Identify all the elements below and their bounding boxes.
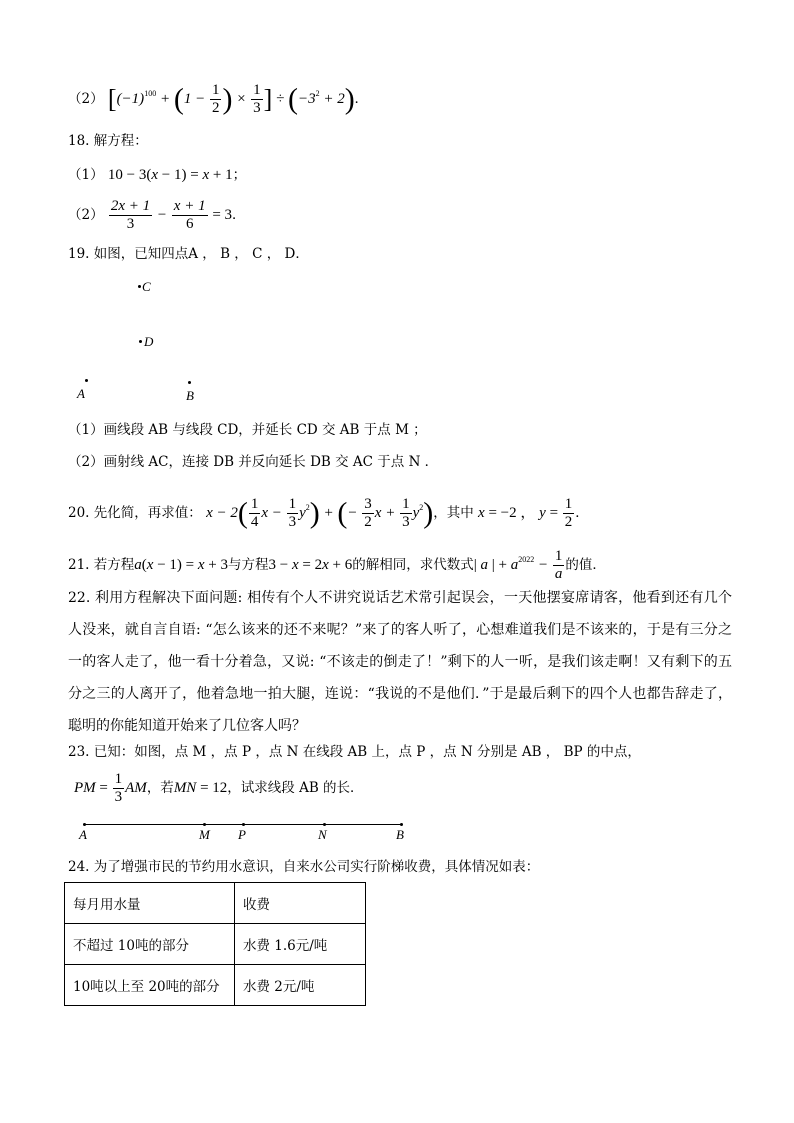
q20-values: x = −2 ， y = $\frac{1}{2}$	[478, 496, 573, 531]
segment-label-a: A	[79, 827, 87, 842]
q23-relation: PM = $\frac{1}{3}$ AM	[74, 771, 147, 806]
q18-part1	[68, 165, 734, 185]
q19-title: 19. 如图，已知四点A ， B ， C ， D．	[68, 246, 309, 262]
q20	[68, 486, 734, 530]
table-cell: 10吨以上至 20吨的部分	[65, 965, 235, 1006]
segment-point-m	[203, 823, 206, 826]
q21-tail: 的值．	[565, 557, 606, 573]
q20-prefix: 20. 先化简，再求值：	[68, 505, 202, 521]
q24-title: 24. 为了增强市民的节约用水意识，自来水公司实行阶梯收费，具体情况如表：	[68, 859, 540, 875]
q23-mid: ，若	[146, 780, 174, 796]
q18-part2-tail: ．	[232, 207, 246, 223]
point-a-label: A	[77, 386, 85, 401]
q19-task2: （2）画射线 AC，连接 DB 并反向延长 DB 交 AC 于点 N ．	[68, 454, 439, 470]
q17-expression: [$(-1)^{100} + (1$ − $\frac{1}{2}$ ) × $\frac{1}{3}$ ] ÷ $(-3^2 + 2)$.	[107, 82, 359, 117]
segment-label-n: N	[318, 827, 327, 842]
table-header-row	[65, 883, 366, 924]
q18-part2	[68, 195, 734, 235]
q21-equation2: 3 − x = 2x + 6	[268, 557, 353, 573]
point-d-dot	[139, 340, 142, 343]
q18-part2-label: （2）	[68, 207, 104, 223]
q19-task1: （1）画线段 AB 与线段 CD，并延长 CD 交 AB 于点 M ；	[68, 422, 427, 438]
point-a-dot	[85, 379, 88, 382]
q22-text: 22. 利用方程解决下面问题: 相传有个人不讲究说话艺术常引起误会，一天他摆宴席请客，他看到还有几个人没来，就自言自语: “怎么该来的还不来呢？”来了的客人听了，心想难道我们是不该来的，于是有三分之一的客人走了，他一看十分着急，又说: “不该走的倒走了！”剩下的人一听，是我们该走啊！又有剩下的五分之三的人离开了，他着急地一拍大腿，连说：“我说的不是他们．”于是最后剩下的四个人也都告辞走了，聪明的你能知道开始来了几位客人吗？	[68, 590, 732, 734]
table-cell: 水费 1.6元/吨	[235, 924, 366, 965]
segment-point-a	[83, 823, 86, 826]
q21-prefix: 21. 若方程	[68, 557, 135, 573]
table-cell: 水费 2元/吨	[235, 965, 366, 1006]
q20-tail: ．	[575, 505, 589, 521]
table-row	[65, 924, 366, 965]
water-fee-table	[64, 882, 366, 1006]
table-header-fee: 收费	[235, 883, 366, 924]
point-c-label: C	[142, 279, 151, 294]
q17-part2-label: （2）	[68, 91, 104, 107]
q20-mid: ，其中	[433, 505, 474, 521]
point-c-dot	[138, 285, 141, 288]
segment-label-b: B	[396, 827, 404, 842]
q18-equation2: $\frac{2x + 1}{3}$ − $\frac{x + 1}{6}$ = 3	[110, 198, 233, 233]
point-b-dot	[188, 381, 191, 384]
q18-part1-label: （1）	[68, 167, 104, 183]
q20-expression: x − 2( $\frac{1}{4}$ x − $\frac{1}{3}$ $y^2$) + (− $\frac{3}{2}$ x + $\frac{1}{3}$ $y^2$)	[206, 496, 434, 531]
table-row	[65, 965, 366, 1006]
q18-equation1: 10 − 3(x − 1) = x + 1	[107, 167, 233, 183]
q18-title: 18. 解方程：	[68, 133, 148, 149]
segment-point-b	[400, 823, 403, 826]
q21-equation1: a(x − 1) = x + 3	[134, 557, 228, 573]
q23-given: MN = 12	[173, 780, 228, 796]
point-d-label: D	[144, 334, 154, 349]
q17-part2	[68, 76, 734, 117]
q23-tail: ，试求线段 AB 的长．	[227, 780, 364, 796]
q18-part1-tail: ；	[232, 167, 247, 183]
segment-label-m: M	[199, 827, 210, 842]
segment-point-p	[242, 823, 245, 826]
q23-line1: 23. 已知：如图，点 M ，点 P ，点 N 在线段 AB 上，点 P ，点 N 分别是 AB ， BP 的中点，	[68, 744, 641, 760]
segment-point-n	[323, 823, 326, 826]
q21-mid: 与方程	[228, 557, 269, 573]
segment-label-p: P	[238, 827, 246, 842]
point-b-label: B	[186, 388, 194, 403]
q21	[68, 540, 734, 583]
q21-mid2: 的解相同，求代数式	[352, 557, 474, 573]
q23-line2	[74, 768, 734, 808]
table-cell: 不超过 10吨的部分	[65, 924, 235, 965]
q21-expression: | a | + $a^{2022}$ − $\frac{1}{a}$	[473, 548, 563, 583]
table-header-usage: 每月用水量	[65, 883, 235, 924]
